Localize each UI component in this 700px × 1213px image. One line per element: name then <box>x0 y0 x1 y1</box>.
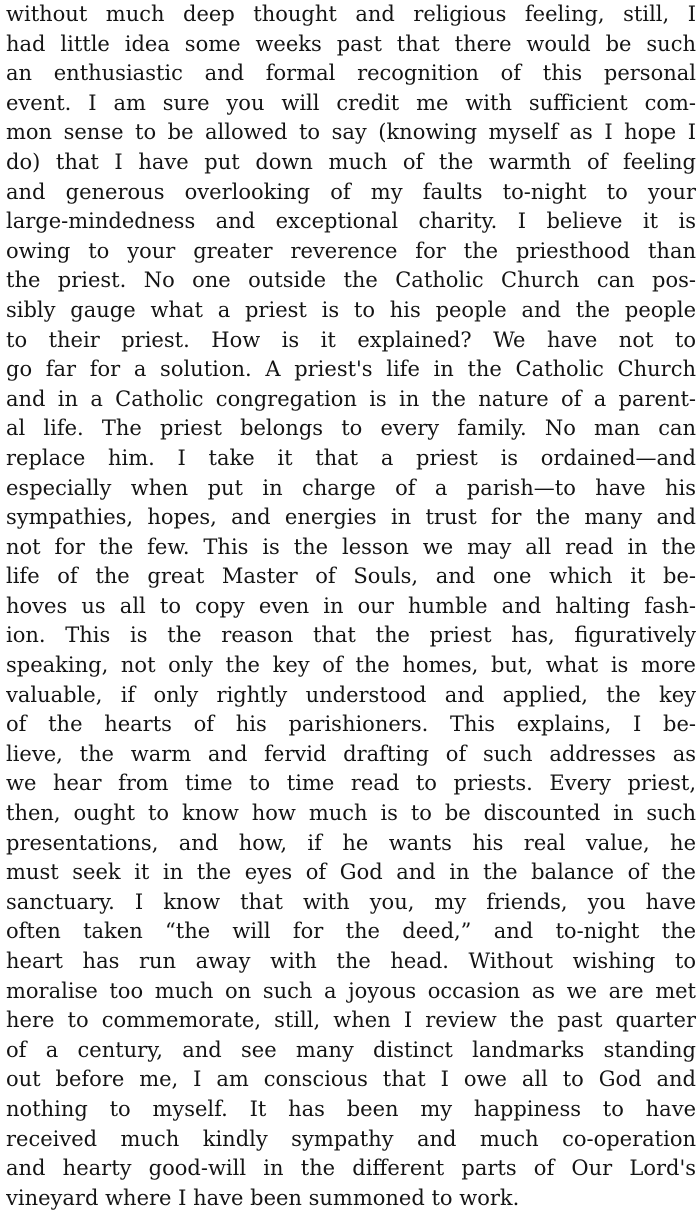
text-line: vineyard where I have been summoned to work. <box>6 1185 520 1210</box>
text-line: received much kindly sympathy and much co-operation <box>6 1126 696 1151</box>
text-line: replace him. I take it that a priest is ordained—and <box>6 445 696 470</box>
text-line: nothing to myself. It has been my happiness to have <box>6 1096 696 1121</box>
text-line: sympathies, hopes, and energies in trust for the many and <box>6 505 696 530</box>
text-line: not for the few. This is the lesson we may all read in the <box>6 534 696 559</box>
text-line: owing to your greater reverence for the priesthood than <box>6 238 696 263</box>
text-line: and hearty good-will in the different parts of Our Lord's <box>6 1156 696 1181</box>
text-line: ion. This is the reason that the priest has, figuratively <box>6 623 696 648</box>
text-line: without much deep thought and religious feeling, still, I <box>6 2 696 26</box>
text-line: must seek it in the eyes of God and in the balance of the <box>6 860 696 885</box>
text-line: especially when put in charge of a parish—to have his <box>6 475 696 500</box>
text-line: of a century, and see many distinct landmarks standing <box>6 1037 696 1062</box>
text-line: life of the great Master of Souls, and one which it be- <box>6 564 696 589</box>
text-line: we hear from time to time read to priests. Every priest, <box>6 771 696 796</box>
text-line: speaking, not only the key of the homes, but, what is more <box>6 653 696 678</box>
text-line: hoves us all to copy even in our humble and halting fash- <box>6 593 696 618</box>
text-line: valuable, if only rightly understood and applied, the key <box>6 682 696 707</box>
text-line: here to commemorate, still, when I review the past quarter <box>6 1008 696 1033</box>
text-line: the priest. No one outside the Catholic Church can pos- <box>6 268 696 293</box>
text-line: lieve, the warm and fervid drafting of such addresses as <box>6 741 696 766</box>
text-line: al life. The priest belongs to every family. No man can <box>6 416 696 441</box>
text-line: had little idea some weeks past that there would be such <box>6 31 696 56</box>
text-line: heart has run away with the head. Without wishing to <box>6 949 696 973</box>
text-line: sanctuary. I know that with you, my friends, you have <box>6 889 696 914</box>
text-line: presentations, and how, if he wants his real value, he <box>6 830 696 855</box>
text-line: moralise too much on such a joyous occasion as we are met <box>6 978 696 1003</box>
text-line: to their priest. How is it explained? We have not to <box>6 327 696 352</box>
text-line: and generous overlooking of my faults to-night to your <box>6 179 696 204</box>
text-line: often taken “the will for the deed,” and to-night the <box>6 919 696 944</box>
text-line: and in a Catholic congregation is in the nature of a parent- <box>6 386 696 411</box>
text-line: go far for a solution. A priest's life in the Catholic Church <box>6 357 696 382</box>
text-line: event. I am sure you will credit me with sufficient com- <box>6 90 696 115</box>
text-line: large-mindedness and exceptional charity. I believe it is <box>6 209 696 234</box>
text-line: sibly gauge what a priest is to his people and the people <box>6 297 696 322</box>
text-line: of the hearts of his parishioners. This explains, I be- <box>6 712 696 737</box>
text-line: an enthusiastic and formal recognition of this personal <box>6 61 696 86</box>
text-line: do) that I have put down much of the warmth of feeling <box>6 149 696 174</box>
text-line: then, ought to know how much is to be discounted in such <box>6 801 696 826</box>
text-line: out before me, I am conscious that I owe all to God and <box>6 1067 696 1092</box>
text-line: mon sense to be allowed to say (knowing myself as I hope I <box>6 120 696 145</box>
body-text <box>6 0 696 1213</box>
